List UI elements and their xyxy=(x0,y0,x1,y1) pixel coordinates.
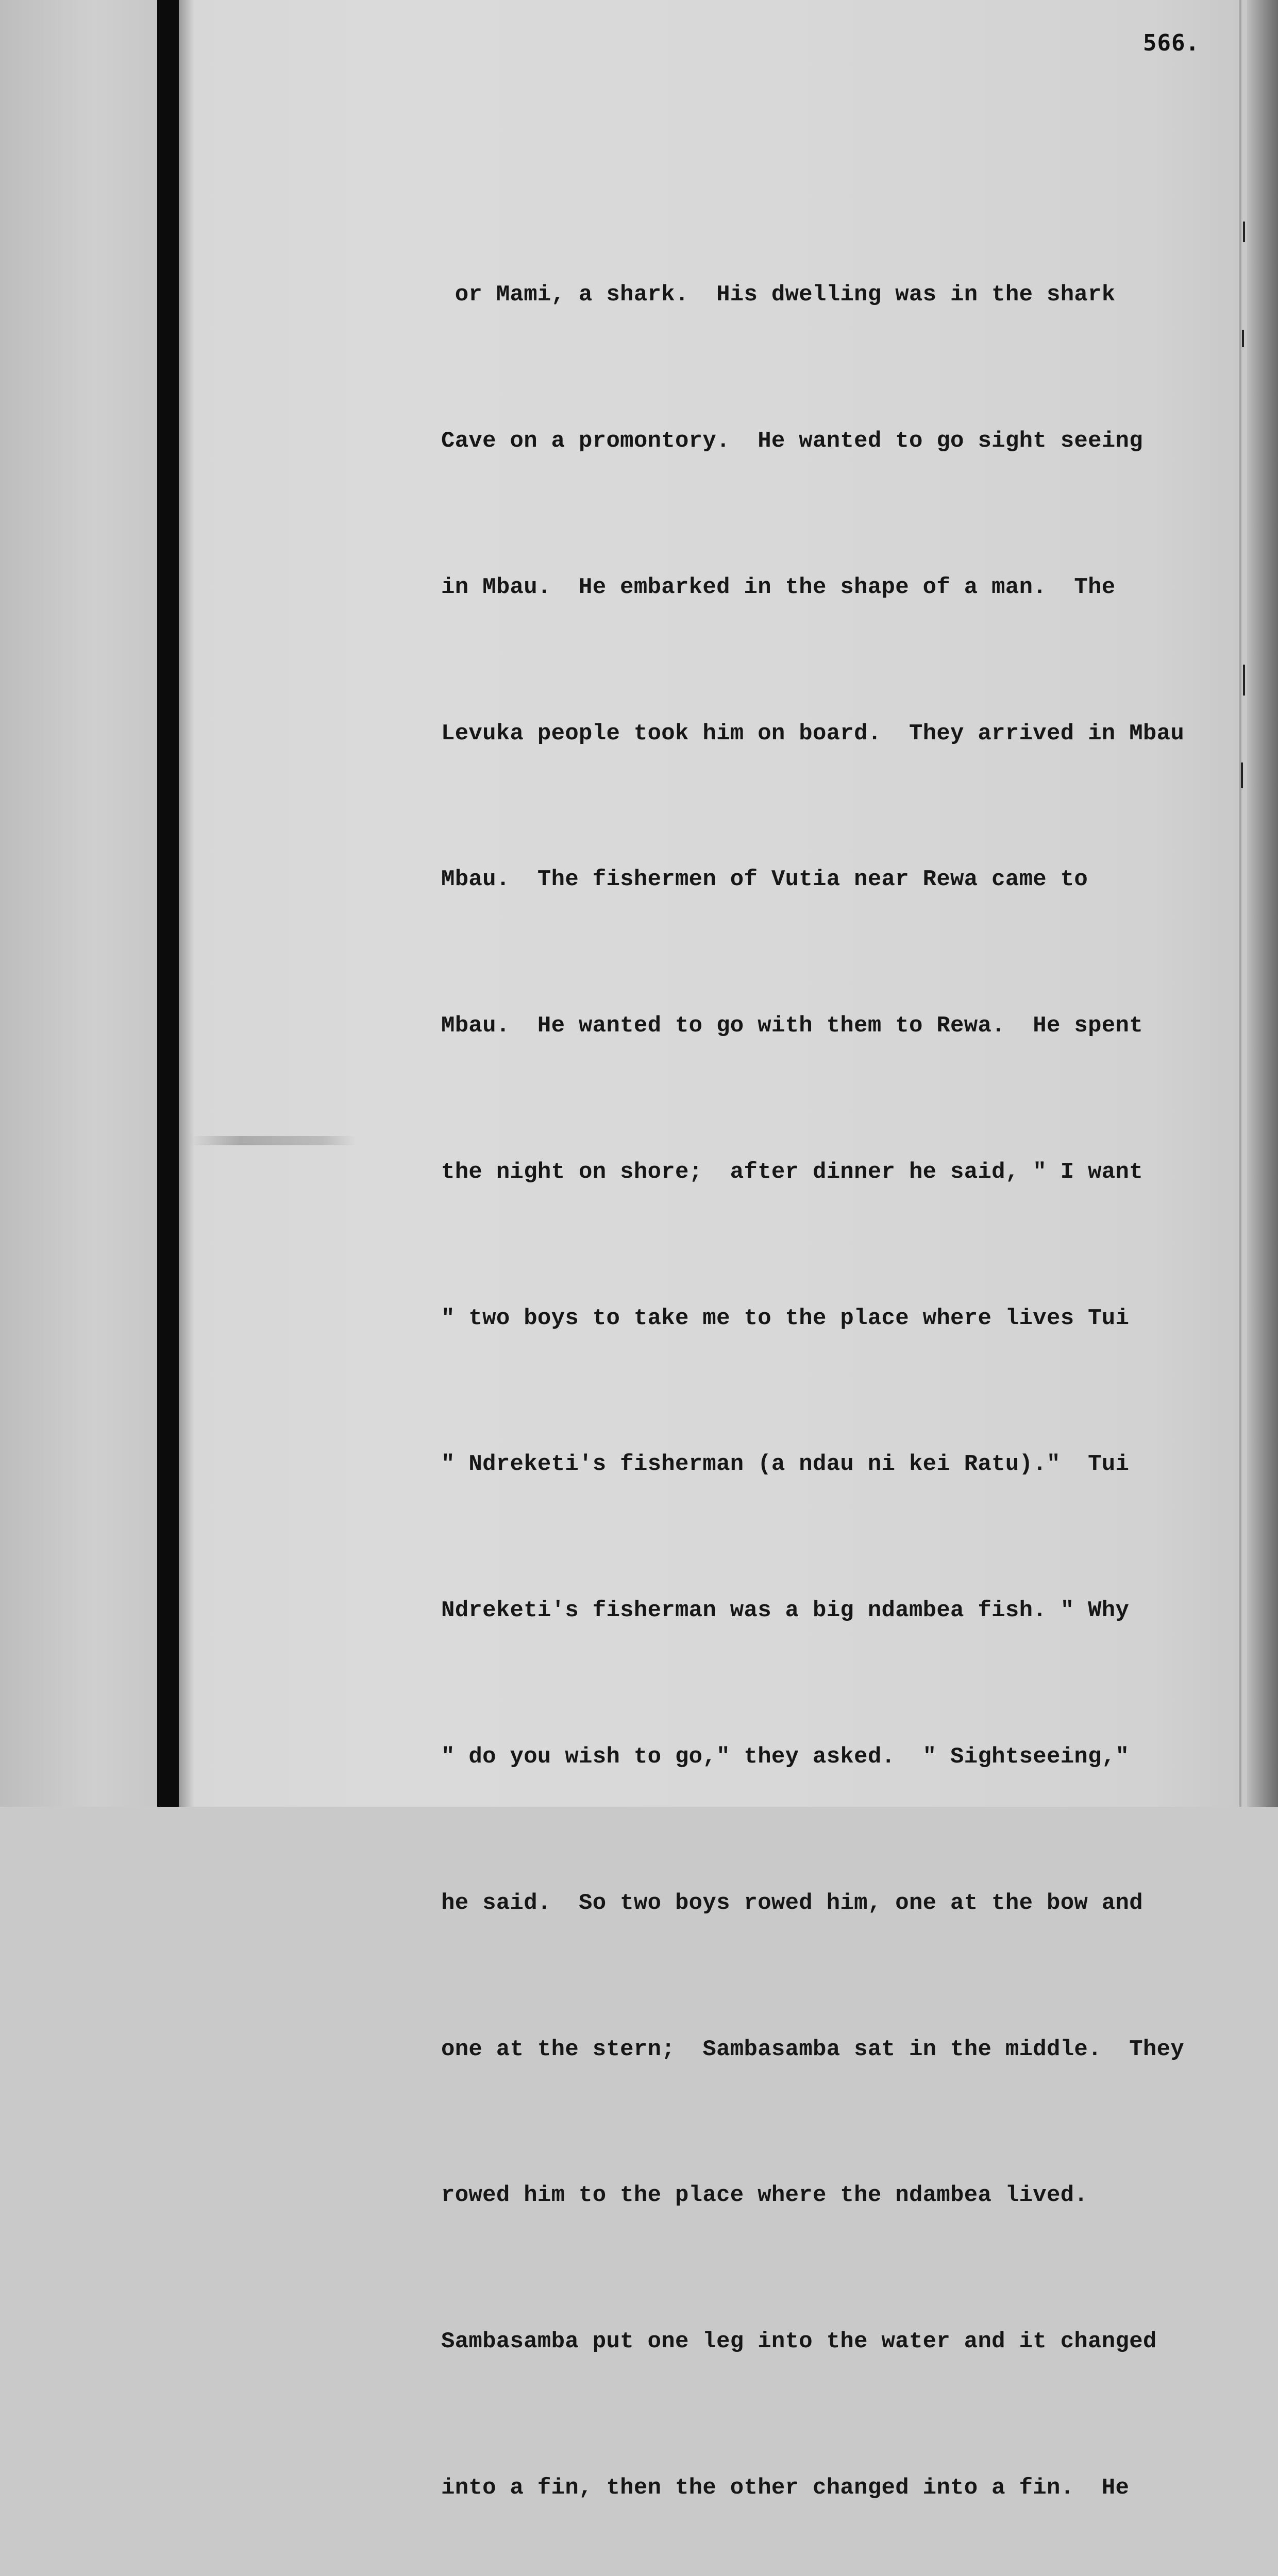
text-line: Mbau. The fishermen of Vutia near Rewa came to xyxy=(441,867,1088,893)
text-line: Sambasamba put one leg into the water and it changed xyxy=(441,2329,1157,2355)
text-line: Ndreketi's fisherman was a big ndambea fish. " Why xyxy=(441,1598,1130,1624)
text-line: " two boys to take me to the place where lives Tui xyxy=(441,1305,1130,1331)
text-line: into a fin, then the other changed into a fin. He xyxy=(441,2475,1130,2501)
text-line: one at the stern; Sambasamba sat in the middle. They xyxy=(441,2036,1185,2062)
page-number: 566. xyxy=(1143,30,1200,56)
facing-page-edge xyxy=(0,0,157,1807)
binding-shadow-bar xyxy=(157,0,179,1807)
text-line: rowed him to the place where the ndambea lived. xyxy=(441,2182,1088,2209)
typescript-body xyxy=(441,173,1245,2576)
text-line: or Mami, a shark. His dwelling was in the shark xyxy=(441,282,1116,308)
pencil-mark xyxy=(191,1136,356,1145)
right-page-edge xyxy=(1247,0,1278,1807)
text-line: the night on shore; after dinner he said, " I want xyxy=(441,1159,1143,1185)
text-line: Levuka people took him on board. They arrived in Mbau xyxy=(441,720,1185,747)
text-line: " do you wish to go," they asked. " Sightseeing," xyxy=(441,1744,1130,1770)
text-line: he said. So two boys rowed him, one at the bow and xyxy=(441,1890,1143,1916)
text-line: Mbau. He wanted to go with them to Rewa. He spent xyxy=(441,1013,1143,1039)
text-line: " Ndreketi's fisherman (a ndau ni kei Ratu)." Tui xyxy=(441,1451,1130,1478)
binding-gradient xyxy=(179,0,194,1807)
text-line: Cave on a promontory. He wanted to go sight seeing xyxy=(441,428,1143,454)
text-line: in Mbau. He embarked in the shape of a man. The xyxy=(441,574,1116,600)
